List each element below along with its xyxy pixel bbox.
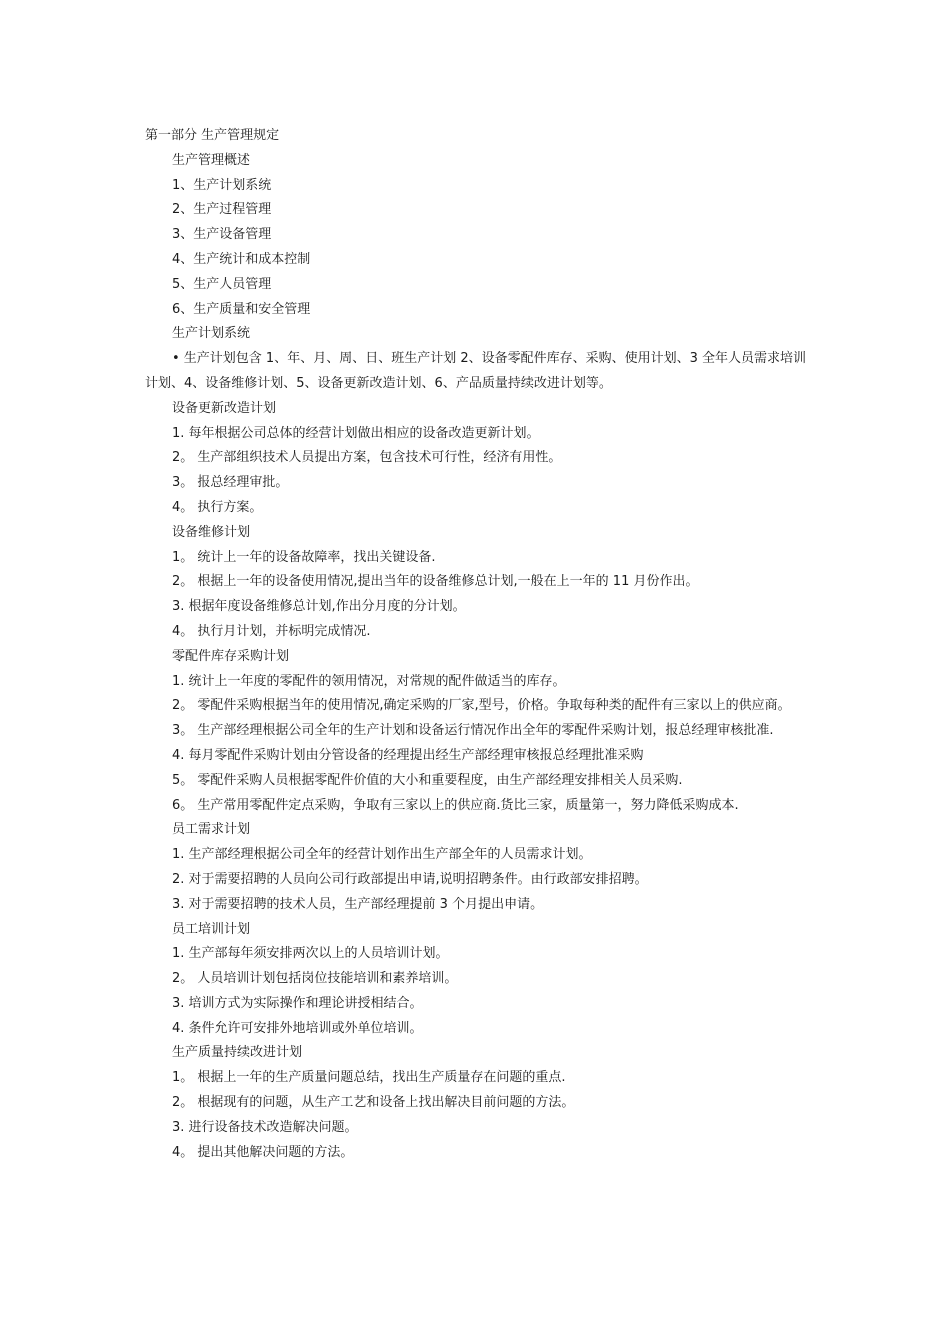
- section-heading: 生产管理概述: [172, 152, 251, 168]
- list-item: 4。 提出其他解决问题的方法。: [172, 1144, 354, 1160]
- list-item: 2。 生产部组织技术人员提出方案，包含技术可行性，经济有用性。: [172, 450, 562, 466]
- list-item: 2、生产过程管理: [172, 202, 272, 218]
- list-item: 4. 条件允许可安排外地培训或外单位培训。: [172, 1020, 423, 1036]
- list-item: 3。 生产部经理根据公司全年的生产计划和设备运行情况作出全年的零配件采购计划，报总经理审核批准.: [172, 723, 774, 739]
- list-item: 3. 培训方式为实际操作和理论讲授相结合。: [172, 995, 423, 1011]
- section-heading: 设备更新改造计划: [172, 400, 277, 416]
- list-item: 1。 根据上一年的生产质量问题总结，找出生产质量存在问题的重点.: [172, 1070, 566, 1086]
- plan-paragraph: • 生产计划包含 1、年、月、周、日、班生产计划 2、设备零配件库存、采购、使用计划、3 全年人员需求培训计划、4、设备维修计划、5、设备更新改造计划、6、产品质量持续改进计划等。: [145, 351, 807, 391]
- list-item: 1. 统计上一年度的零配件的领用情况，对常规的配件做适当的库存。: [172, 673, 566, 689]
- section-heading: 生产计划系统: [172, 326, 251, 342]
- list-item: 3. 进行设备技术改造解决问题。: [172, 1119, 358, 1135]
- list-item: 3. 根据年度设备维修总计划,作出分月度的分计划。: [172, 599, 466, 615]
- list-item: 6。 生产常用零配件定点采购，争取有三家以上的供应商.货比三家，质量第一，努力降低采购成本.: [172, 797, 739, 813]
- list-item: 3、生产设备管理: [172, 227, 272, 243]
- list-item: 1。 统计上一年的设备故障率，找出关键设备.: [172, 549, 436, 565]
- list-item: 1. 生产部经理根据公司全年的经营计划作出生产部全年的人员需求计划。: [172, 847, 592, 863]
- list-item: 2。 根据现有的问题，从生产工艺和设备上找出解决目前问题的方法。: [172, 1095, 575, 1111]
- list-item: 3. 对于需要招聘的技术人员，生产部经理提前 3 个月提出申请。: [172, 896, 544, 912]
- list-item: 5、生产人员管理: [172, 276, 272, 292]
- list-item: 2. 对于需要招聘的人员向公司行政部提出申请,说明招聘条件。由行政部安排招聘。: [172, 871, 648, 887]
- section-heading: 员工需求计划: [172, 822, 251, 838]
- list-item: 5。 零配件采购人员根据零配件价值的大小和重要程度，由生产部经理安排相关人员采购.: [172, 772, 683, 788]
- list-item: 1、生产计划系统: [172, 177, 272, 193]
- list-item: 3。 报总经理审批。: [172, 475, 289, 491]
- list-item: 1. 生产部每年须安排两次以上的人员培训计划。: [172, 946, 449, 962]
- document-page: [145, 124, 810, 1165]
- list-item: 6、生产质量和安全管理: [172, 301, 311, 317]
- list-item: 2。 零配件采购根据当年的使用情况,确定采购的厂家,型号，价格。争取每种类的配件有三家以上的供应商。: [172, 698, 791, 714]
- list-item: 4、生产统计和成本控制: [172, 251, 311, 267]
- section-heading: 零配件库存采购计划: [172, 648, 290, 664]
- list-item: 2。 人员培训计划包括岗位技能培训和素养培训。: [172, 971, 458, 987]
- section-heading: 设备维修计划: [172, 524, 251, 540]
- list-item: 2。 根据上一年的设备使用情况,提出当年的设备维修总计划,一般在上一年的 11 月份作出。: [172, 574, 699, 590]
- section-heading: 生产质量持续改进计划: [172, 1045, 303, 1061]
- document-title: 第一部分 生产管理规定: [145, 128, 280, 143]
- list-item: 4。 执行月计划，并标明完成情况.: [172, 623, 371, 639]
- list-item: 4。 执行方案。: [172, 499, 263, 515]
- section-heading: 员工培训计划: [172, 921, 251, 937]
- list-item: 4. 每月零配件采购计划由分管设备的经理提出经生产部经理审核报总经理批准采购: [172, 747, 644, 763]
- list-item: 1. 每年根据公司总体的经营计划做出相应的设备改造更新计划。: [172, 425, 540, 441]
